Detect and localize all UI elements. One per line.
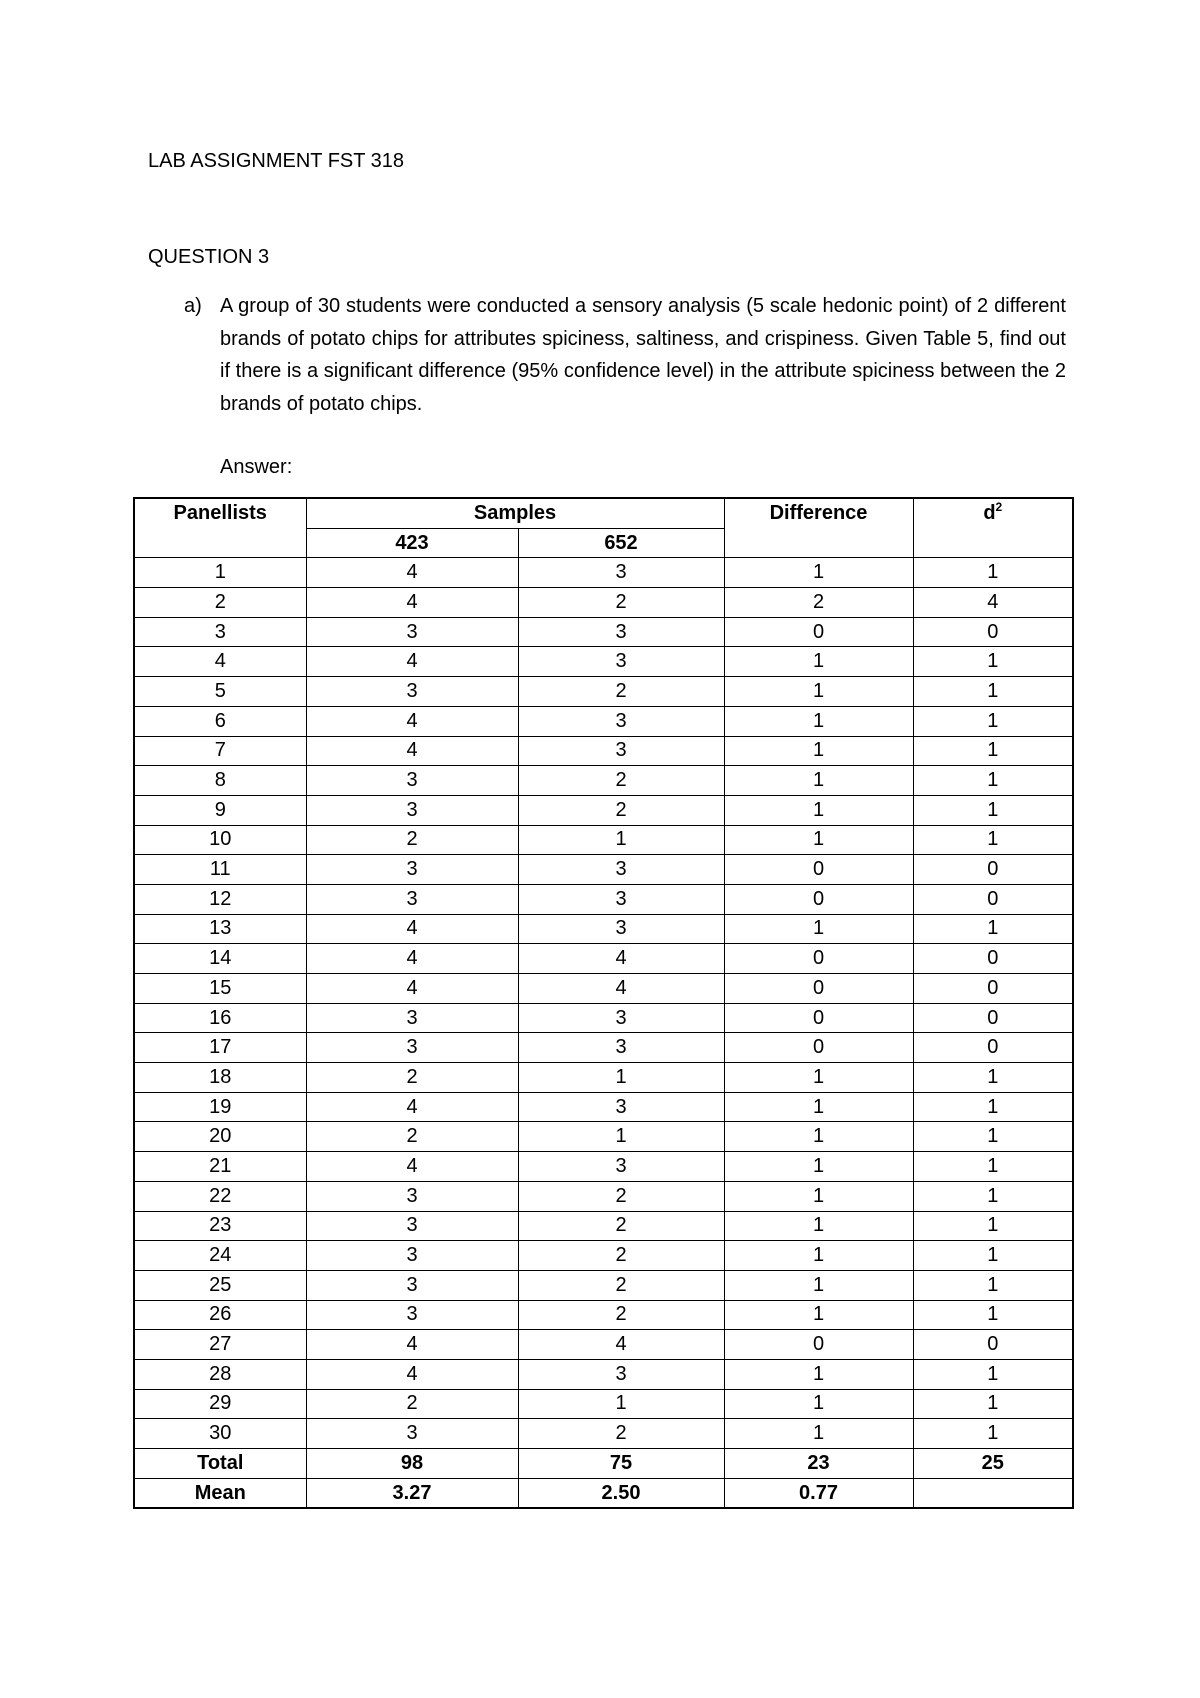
table-cell: 1 <box>913 1300 1073 1330</box>
table-cell: 27 <box>134 1330 306 1360</box>
header-sample-423: 423 <box>306 528 518 558</box>
table-cell: 1 <box>913 766 1073 796</box>
table-cell: 1 <box>913 1211 1073 1241</box>
table-cell: 3 <box>518 558 724 588</box>
table-cell: 1 <box>913 647 1073 677</box>
table-cell: 1 <box>724 766 913 796</box>
table-cell: 3 <box>518 706 724 736</box>
header-sample-652: 652 <box>518 528 724 558</box>
table-row <box>134 1419 1073 1449</box>
table-cell: 5 <box>134 677 306 707</box>
table-cell: 1 <box>724 914 913 944</box>
table-cell: 1 <box>913 558 1073 588</box>
table-cell: 1 <box>913 1359 1073 1389</box>
table-row <box>134 1270 1073 1300</box>
table-cell: 0 <box>724 1033 913 1063</box>
table-cell: 2 <box>306 1122 518 1152</box>
table-cell: 2 <box>518 588 724 618</box>
table-cell: 1 <box>724 1181 913 1211</box>
mean-cell: Mean <box>134 1478 306 1508</box>
table-cell: 3 <box>518 1152 724 1182</box>
header-d-base: d <box>983 502 996 524</box>
table-row <box>134 795 1073 825</box>
table-cell: 1 <box>134 558 306 588</box>
table-cell: 14 <box>134 944 306 974</box>
table-cell: 3 <box>306 1241 518 1271</box>
table-cell: 1 <box>913 1152 1073 1182</box>
table-cell: 4 <box>913 588 1073 618</box>
table-cell: 2 <box>518 677 724 707</box>
table-cell: 20 <box>134 1122 306 1152</box>
table-cell: 2 <box>306 825 518 855</box>
data-table <box>133 497 1074 1509</box>
table-cell: 1 <box>724 677 913 707</box>
table-cell: 2 <box>518 1241 724 1271</box>
table-cell: 16 <box>134 1003 306 1033</box>
table-cell: 8 <box>134 766 306 796</box>
table-cell: 3 <box>518 617 724 647</box>
table-cell: 6 <box>134 706 306 736</box>
table-cell: 3 <box>518 914 724 944</box>
table-cell: 1 <box>724 647 913 677</box>
table-cell: 0 <box>724 1003 913 1033</box>
table-cell: 1 <box>913 736 1073 766</box>
table-cell: 4 <box>306 1152 518 1182</box>
table-cell: 1 <box>724 1211 913 1241</box>
table-cell: 2 <box>134 588 306 618</box>
table-cell: 13 <box>134 914 306 944</box>
table-cell: 3 <box>306 1003 518 1033</box>
question-heading: QUESTION 3 <box>148 246 270 268</box>
table-cell: 4 <box>306 647 518 677</box>
table-cell: 24 <box>134 1241 306 1271</box>
table-cell: 12 <box>134 884 306 914</box>
table-cell: 1 <box>913 706 1073 736</box>
page-title: LAB ASSIGNMENT FST 318 <box>148 150 405 172</box>
table-cell: 1 <box>724 736 913 766</box>
table-cell: 2 <box>724 588 913 618</box>
table-cell: 3 <box>306 1181 518 1211</box>
table-cell: 1 <box>913 1389 1073 1419</box>
total-cell: 23 <box>724 1449 913 1479</box>
table-cell: 7 <box>134 736 306 766</box>
table-cell: 0 <box>913 944 1073 974</box>
table-cell: 2 <box>306 1063 518 1093</box>
table-cell: 3 <box>306 1300 518 1330</box>
header-d-exponent: 2 <box>995 500 1003 514</box>
table-cell: 11 <box>134 855 306 885</box>
table-cell: 1 <box>913 1181 1073 1211</box>
table-cell: 4 <box>306 1092 518 1122</box>
table-row <box>134 1152 1073 1182</box>
table-cell: 4 <box>306 736 518 766</box>
table-row <box>134 558 1073 588</box>
table-cell: 1 <box>913 825 1073 855</box>
table-cell: 3 <box>306 617 518 647</box>
table-cell: 1 <box>724 706 913 736</box>
table-row <box>134 736 1073 766</box>
table-row <box>134 1003 1073 1033</box>
table-cell: 3 <box>306 1211 518 1241</box>
table-cell: 4 <box>306 706 518 736</box>
table-row <box>134 1092 1073 1122</box>
table-cell: 4 <box>306 588 518 618</box>
table-row <box>134 766 1073 796</box>
table-cell: 3 <box>518 855 724 885</box>
question-text: A group of 30 students were conducted a sensory analysis (5 scale hedonic point) of 2 different brands of potato chips for attributes spiciness, saltiness, and crispiness. Given Table 5, find out if there is a significant difference (95% confidence level) in the attribute spiciness between the 2 brands of potato chips. <box>220 295 1066 415</box>
table-cell: 2 <box>518 1211 724 1241</box>
table-cell: 4 <box>306 944 518 974</box>
answer-label: Answer: <box>220 456 293 478</box>
table-cell: 3 <box>518 1092 724 1122</box>
table-cell: 2 <box>518 766 724 796</box>
table-cell: 0 <box>724 617 913 647</box>
table-row <box>134 706 1073 736</box>
mean-cell: 0.77 <box>724 1478 913 1508</box>
table-cell: 0 <box>724 855 913 885</box>
table-cell: 17 <box>134 1033 306 1063</box>
header-difference: Difference <box>724 498 913 558</box>
table-row <box>134 855 1073 885</box>
table-cell: 3 <box>306 677 518 707</box>
table-cell: 1 <box>724 1419 913 1449</box>
table-cell: 4 <box>306 558 518 588</box>
table-row <box>134 944 1073 974</box>
table-cell: 1 <box>724 1241 913 1271</box>
table-cell: 0 <box>724 1330 913 1360</box>
table-cell: 3 <box>306 766 518 796</box>
table-cell: 4 <box>306 1330 518 1360</box>
table-cell: 26 <box>134 1300 306 1330</box>
table-cell: 1 <box>913 1063 1073 1093</box>
total-cell: Total <box>134 1449 306 1479</box>
table-cell: 29 <box>134 1389 306 1419</box>
table-cell: 1 <box>724 1270 913 1300</box>
header-d-squared <box>913 498 1073 558</box>
table-cell: 1 <box>724 1300 913 1330</box>
table-cell: 1 <box>518 825 724 855</box>
table-cell: 1 <box>724 1389 913 1419</box>
total-cell: 25 <box>913 1449 1073 1479</box>
table-cell: 1 <box>724 795 913 825</box>
table-cell: 1 <box>913 677 1073 707</box>
table-cell: 0 <box>913 1330 1073 1360</box>
table-cell: 3 <box>306 884 518 914</box>
table-cell: 2 <box>518 1270 724 1300</box>
table-cell: 0 <box>913 1003 1073 1033</box>
table-cell: 1 <box>724 1359 913 1389</box>
table-cell: 4 <box>306 914 518 944</box>
table-cell: 10 <box>134 825 306 855</box>
table-row <box>134 1181 1073 1211</box>
header-row <box>134 498 1073 528</box>
table-cell: 1 <box>518 1063 724 1093</box>
table-cell: 4 <box>134 647 306 677</box>
table-cell: 3 <box>306 795 518 825</box>
table-row <box>134 1389 1073 1419</box>
table-cell: 3 <box>306 1419 518 1449</box>
table-cell: 2 <box>518 1181 724 1211</box>
mean-cell: 2.50 <box>518 1478 724 1508</box>
question-a <box>148 290 1066 420</box>
table-cell: 3 <box>134 617 306 647</box>
table-cell: 4 <box>518 1330 724 1360</box>
table-row <box>134 825 1073 855</box>
table-cell: 1 <box>724 825 913 855</box>
table-cell: 1 <box>724 1063 913 1093</box>
table-cell: 15 <box>134 974 306 1004</box>
table-cell: 4 <box>518 974 724 1004</box>
table-cell: 3 <box>306 855 518 885</box>
header-panellists: Panellists <box>134 498 306 558</box>
table-cell: 25 <box>134 1270 306 1300</box>
table-row <box>134 884 1073 914</box>
table-cell: 1 <box>518 1122 724 1152</box>
table-cell: 1 <box>913 1122 1073 1152</box>
table-cell: 9 <box>134 795 306 825</box>
table-cell: 3 <box>518 884 724 914</box>
table-cell: 2 <box>518 795 724 825</box>
table-body <box>134 558 1073 1449</box>
total-cell: 75 <box>518 1449 724 1479</box>
table-cell: 3 <box>518 1033 724 1063</box>
table-cell: 3 <box>518 736 724 766</box>
question-label: a) <box>184 295 202 317</box>
table-row <box>134 1033 1073 1063</box>
table-cell: 22 <box>134 1181 306 1211</box>
table-row <box>134 974 1073 1004</box>
table-row <box>134 617 1073 647</box>
table-cell: 1 <box>913 1092 1073 1122</box>
table-cell: 0 <box>724 974 913 1004</box>
table-cell: 28 <box>134 1359 306 1389</box>
table-cell: 30 <box>134 1419 306 1449</box>
total-row <box>134 1449 1073 1479</box>
mean-cell: 3.27 <box>306 1478 518 1508</box>
table-cell: 0 <box>724 884 913 914</box>
table-cell: 0 <box>913 884 1073 914</box>
table-cell: 0 <box>913 617 1073 647</box>
header-samples: Samples <box>306 498 724 528</box>
table-row <box>134 1359 1073 1389</box>
table-cell: 0 <box>913 1033 1073 1063</box>
mean-cell <box>913 1478 1073 1508</box>
table-row <box>134 677 1073 707</box>
table-row <box>134 588 1073 618</box>
table-cell: 1 <box>913 1419 1073 1449</box>
table-cell: 1 <box>724 558 913 588</box>
table-cell: 0 <box>913 855 1073 885</box>
mean-row <box>134 1478 1073 1508</box>
table-cell: 23 <box>134 1211 306 1241</box>
table-cell: 1 <box>724 1122 913 1152</box>
table-cell: 3 <box>306 1033 518 1063</box>
table-cell: 1 <box>913 1241 1073 1271</box>
table-cell: 3 <box>306 1270 518 1300</box>
table-cell: 1 <box>724 1152 913 1182</box>
table-cell: 2 <box>518 1419 724 1449</box>
table-cell: 18 <box>134 1063 306 1093</box>
table-cell: 1 <box>913 914 1073 944</box>
table-cell: 3 <box>518 1359 724 1389</box>
table-cell: 3 <box>518 1003 724 1033</box>
table-row <box>134 914 1073 944</box>
total-cell: 98 <box>306 1449 518 1479</box>
table-row <box>134 1211 1073 1241</box>
table-cell: 2 <box>518 1300 724 1330</box>
table-row <box>134 1300 1073 1330</box>
table-cell: 0 <box>724 944 913 974</box>
table-cell: 1 <box>913 1270 1073 1300</box>
table-row <box>134 1330 1073 1360</box>
table-cell: 3 <box>518 647 724 677</box>
table-cell: 0 <box>913 974 1073 1004</box>
table-row <box>134 647 1073 677</box>
table-row <box>134 1063 1073 1093</box>
table-cell: 4 <box>306 974 518 1004</box>
table-cell: 19 <box>134 1092 306 1122</box>
table-cell: 4 <box>306 1359 518 1389</box>
table-row <box>134 1241 1073 1271</box>
table-cell: 1 <box>724 1092 913 1122</box>
table-cell: 21 <box>134 1152 306 1182</box>
table-row <box>134 1122 1073 1152</box>
table-cell: 4 <box>518 944 724 974</box>
table-cell: 2 <box>306 1389 518 1419</box>
table-cell: 1 <box>518 1389 724 1419</box>
table-cell: 1 <box>913 795 1073 825</box>
